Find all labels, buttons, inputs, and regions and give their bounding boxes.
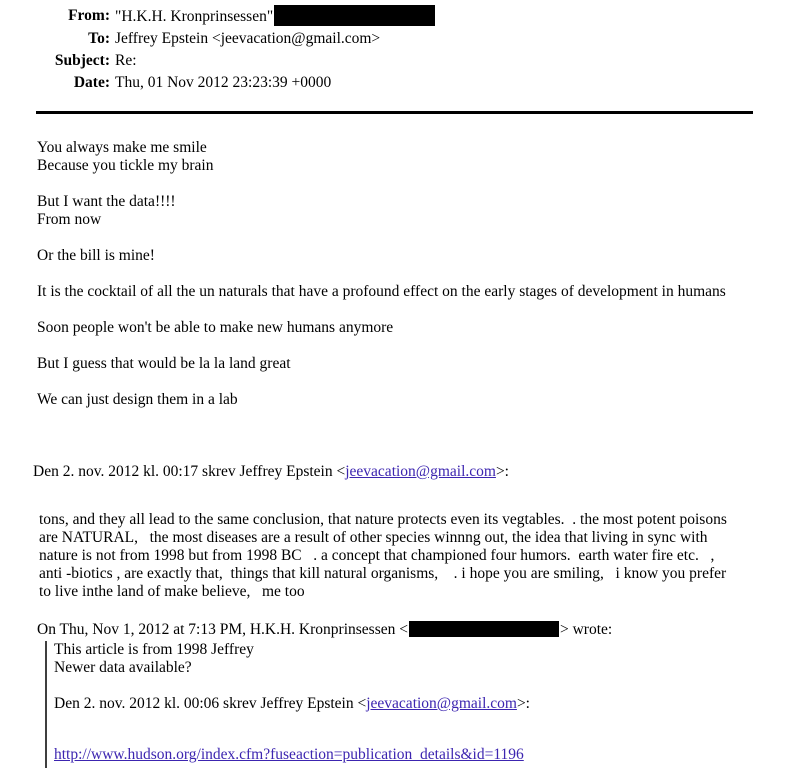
quoted-reply-attribution-3 xyxy=(54,695,789,713)
message-paragraph-1 xyxy=(37,139,789,175)
to-value: Jeffrey Epstein <jeevacation@gmail.com> xyxy=(115,30,381,47)
quoted-line: anti -biotics , are exactly that, things that kill natural organisms, . i hope you are smiling, i know you prefer xyxy=(39,565,727,582)
date-value: Thu, 01 Nov 2012 23:23:39 +0000 xyxy=(115,74,332,91)
message-line: You always make me smile xyxy=(37,139,207,156)
quoted-line: to live inthe land of make believe, me too xyxy=(39,583,305,600)
message-line: From now xyxy=(37,211,102,228)
attribution-text: Den 2. nov. 2012 kl. 00:06 skrev Jeffrey Epstein < xyxy=(54,695,367,712)
from-label: From: xyxy=(68,7,110,24)
message-paragraph-7: We can just design them in a lab xyxy=(37,391,238,408)
message-paragraph-4: It is the cocktail of all the un naturals that have a profound effect on the early stages of development in humans xyxy=(37,283,726,300)
attribution-text: > wrote: xyxy=(559,621,613,638)
to-label: To: xyxy=(88,30,110,47)
email-address-link[interactable]: jeevacation@gmail.com xyxy=(366,695,517,712)
from-display-name: "H.K.H. Kronprinsessen" xyxy=(115,8,274,25)
quoted-reply-attribution-2 xyxy=(37,621,789,639)
quoted-reply-body-1 xyxy=(39,511,789,601)
message-paragraph-3: Or the bill is mine! xyxy=(37,247,155,264)
subject-label: Subject: xyxy=(54,52,110,69)
redacted-sender-address xyxy=(409,621,559,637)
header-divider xyxy=(36,111,753,114)
message-paragraph-5: Soon people won't be able to make new humans anymore xyxy=(37,319,394,336)
blank-line xyxy=(54,677,789,695)
quoted-line: are NATURAL, the most diseases are a result of other species winnng out, the idea that living in sync with xyxy=(39,529,708,546)
nested-quote-block xyxy=(45,641,789,768)
quoted-line: nature is not from 1998 but from 1998 BC . a concept that championed four humors. earth water fire etc. , xyxy=(39,547,715,564)
quoted-line: This article is from 1998 Jeffrey xyxy=(54,641,254,658)
date-label: Date: xyxy=(73,74,110,91)
email-address-link[interactable]: jeevacation@gmail.com xyxy=(345,463,496,480)
subject-value: Re: xyxy=(115,52,137,69)
attribution-text: >: xyxy=(516,695,530,712)
quoted-line: tons, and they all lead to the same conclusion, that nature protects even its vegtables. . the most potent poisons xyxy=(39,511,727,528)
email-header xyxy=(35,0,735,94)
attribution-text: >: xyxy=(495,463,509,480)
attribution-text: On Thu, Nov 1, 2012 at 7:13 PM, H.K.H. Kronprinsessen < xyxy=(37,621,408,638)
quoted-reply-attribution-1 xyxy=(33,463,789,481)
from-value xyxy=(115,5,735,28)
message-paragraph-2 xyxy=(37,193,789,229)
hudson-article-link[interactable]: http://www.hudson.org/index.cfm?fuseaction=publication_details&id=1196 xyxy=(54,746,524,763)
attribution-text: Den 2. nov. 2012 kl. 00:17 skrev Jeffrey Epstein < xyxy=(33,463,346,480)
message-line: Because you tickle my brain xyxy=(37,157,214,174)
message-paragraph-6: But I guess that would be la la land great xyxy=(37,355,291,372)
redacted-from-address xyxy=(274,5,435,26)
message-line: But I want the data!!!! xyxy=(37,193,176,210)
article-link-line xyxy=(54,746,789,764)
quoted-line: Newer data available? xyxy=(54,659,192,676)
